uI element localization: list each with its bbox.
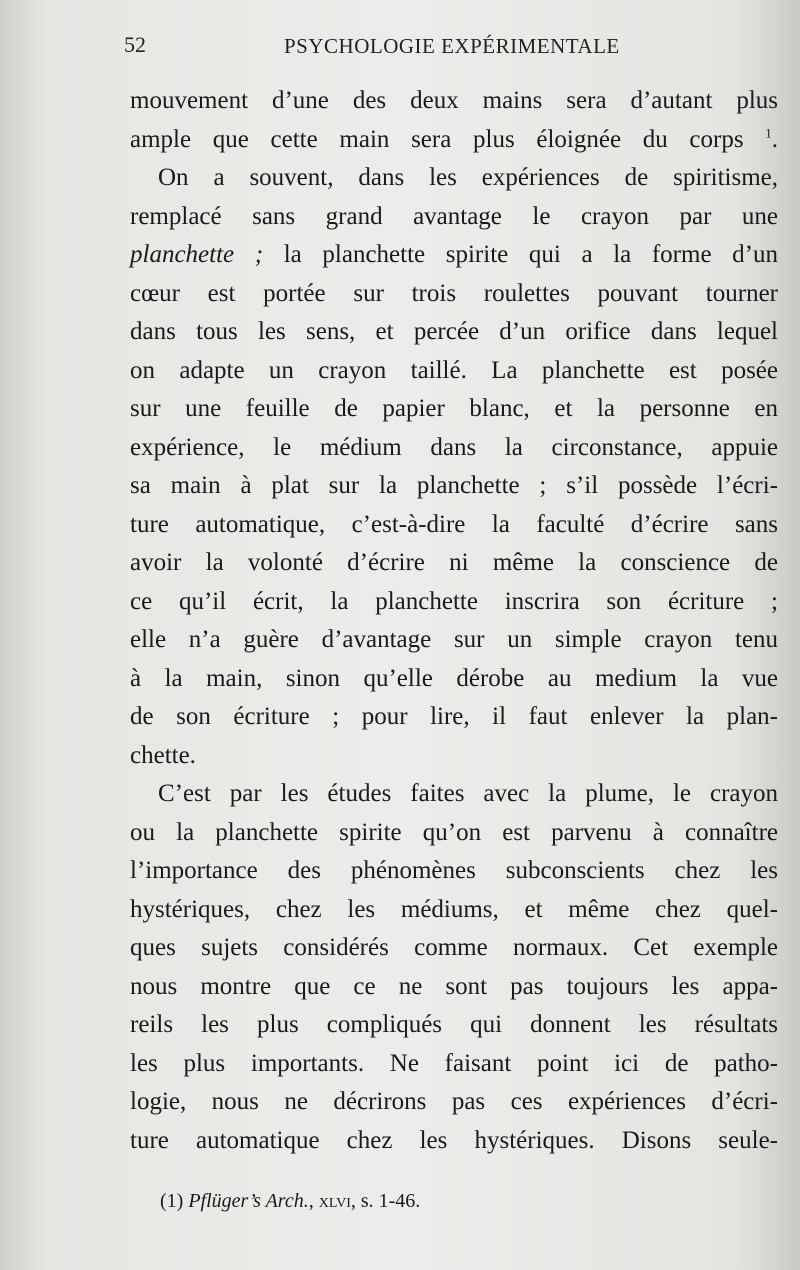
text-line: mouvement d’une des deux mains sera d’autant plus	[130, 87, 778, 114]
text-line: à la main, sinon qu’elle dérobe au medium la vue	[130, 664, 778, 692]
footnote-source: Pflüger’s Arch.	[188, 1190, 309, 1212]
text-line: chette.	[130, 741, 196, 769]
text-line-content: ample que cette main sera plus éloignée du corps	[130, 125, 744, 153]
text-line	[130, 236, 778, 275]
text-line: remplacé sans grand avantage le crayon par une	[130, 202, 778, 230]
text-line: ture automatique chez les hystériques. Disons seule-	[130, 1126, 778, 1154]
text-line: nous montre que ce ne sont pas toujours les appa-	[130, 972, 778, 1000]
text-line: avoir la volonté d’écrire ni même la conscience de	[130, 549, 778, 576]
footnote-volume: xlvi	[318, 1190, 351, 1212]
text-line: C’est par les études faites avec la plume, le crayon	[158, 780, 778, 807]
text-line: ample que cette main sera plus éloignée du corps $^1$.	[130, 125, 778, 153]
emphasis-planchette: planchette ;	[130, 241, 264, 268]
text-line: de son écriture ; pour lire, il faut enlever la plan-	[130, 703, 778, 730]
footnote-reference: 1	[765, 125, 772, 141]
page-number: 52	[124, 32, 146, 57]
text-line: hystériques, chez les médiums, et même chez quel-	[130, 895, 778, 923]
text-line: On a souvent, dans les expériences de spiritisme,	[158, 164, 778, 191]
text-line: ce qu’il écrit, la planchette inscrira son écriture ;	[130, 587, 778, 615]
text-line: sa main à plat sur la planchette ; s’il possède l’écri-	[130, 472, 778, 499]
footnote-number: (1)	[160, 1190, 184, 1212]
text-line: on adapte un crayon taillé. La planchette est posée	[130, 356, 778, 384]
text-line: ques sujets considérés comme normaux. Cet exemple	[130, 934, 778, 961]
text-line: sur une feuille de papier blanc, et la personne en	[130, 395, 778, 422]
text-line: les plus importants. Ne faisant point ici de patho-	[130, 1049, 778, 1077]
text-line: cœur est portée sur trois roulettes pouvant tourner	[130, 279, 778, 307]
text-line: expérience, le médium dans la circonstance, appuie	[130, 433, 778, 461]
running-title: PSYCHOLOGIE EXPÉRIMENTALE	[284, 34, 620, 58]
text-line-content: la planchette spirite qui a la forme d’un	[283, 241, 779, 268]
text-line: elle n’a guère d’avantage sur un simple crayon tenu	[130, 626, 778, 653]
footnote-pages: , s. 1-46.	[350, 1190, 421, 1212]
text-line: ture automatique, c’est-à-dire la faculté d’écrire sans	[130, 510, 778, 538]
text-line: ou la planchette spirite qu’on est parvenu à connaître	[130, 818, 778, 846]
page-header	[124, 32, 774, 62]
text-line: l’importance des phénomènes subconscients chez les	[130, 857, 778, 884]
text-line: dans tous les sens, et percée d’un orifice dans lequel	[130, 318, 778, 345]
body-text	[130, 82, 778, 1160]
text-line: logie, nous ne décrirons pas ces expériences d’écri-	[130, 1088, 778, 1115]
text-line: reils les plus compliqués qui donnent les résultats	[130, 1011, 778, 1038]
footnote: (1) Pflüger’s Arch., xlvi, s. 1-46.	[160, 1190, 421, 1212]
